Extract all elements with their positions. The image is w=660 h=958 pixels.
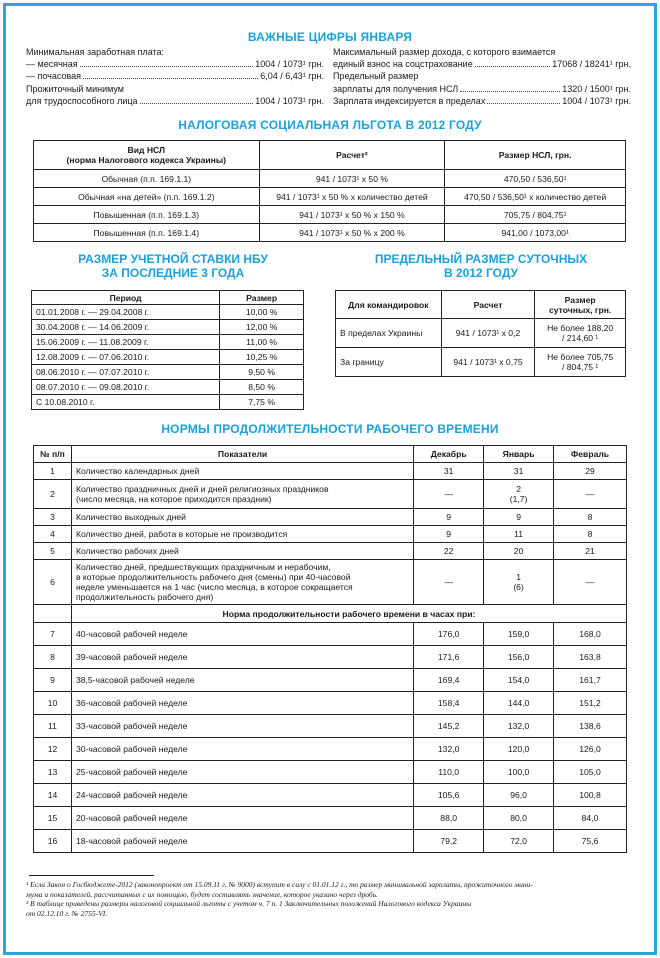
table-row — [34, 807, 627, 830]
norms-cell: 40-часовой рабочей неделе — [71, 623, 413, 646]
figure-row — [333, 84, 631, 95]
norms-cell: 22 — [414, 543, 484, 560]
norms-cell: 145,2 — [414, 715, 484, 738]
norms-cell: 38,5-часовой рабочей неделе — [71, 669, 413, 692]
figure-label: Предельный размер — [333, 71, 419, 81]
nsl-cell: 941 / 1073¹ x 50 % — [259, 170, 445, 188]
norms-cell: Количество рабочих дней — [71, 543, 413, 560]
figure-label: Прожиточный минимум — [26, 84, 124, 94]
norms-cell: 72,0 — [484, 830, 554, 853]
figure-value: 1004 / 1073¹ грн. — [562, 96, 631, 106]
nsl-cell: 705,75 / 804,75¹ — [445, 206, 626, 224]
table-row — [34, 463, 627, 480]
norms-cell: 88,0 — [414, 807, 484, 830]
norms-cell: 100,0 — [484, 761, 554, 784]
norms-cell: 84,0 — [554, 807, 627, 830]
table-row — [34, 738, 627, 761]
footnote-line: ¹ Если Закон о Госбюджете-2012 (законопроект от 15.09.11 г. № 9000) вступит в силу с 01.01.12 г., то размер минимальной зарплаты, прожиточного мини- — [26, 880, 533, 889]
norms-cell: 33-часовой рабочей неделе — [71, 715, 413, 738]
norms-cell: 79,2 — [414, 830, 484, 853]
table-row: В пределах Украины 941 / 1073¹ x 0,2 Не более 188,20 / 214,60 ¹ — [336, 319, 626, 348]
figure-label: Зарплата индексируется в пределах — [333, 96, 486, 106]
norms-cell: 24-часовой рабочей неделе — [71, 784, 413, 807]
nsl-header-calc: Расчет² — [259, 141, 445, 170]
norms-cell: Количество календарных дней — [71, 463, 413, 480]
norms-cell: 169,4 — [414, 669, 484, 692]
norms-cell: 31 — [484, 463, 554, 480]
norms-cell: 154,0 — [484, 669, 554, 692]
table-row — [34, 480, 627, 509]
nsl-cell: Повышенная (п.п. 169.1.4) — [34, 224, 260, 242]
nsl-cell: 470,50 / 536,50¹ x количество детей — [445, 188, 626, 206]
table-row — [34, 669, 627, 692]
figure-row — [26, 96, 324, 107]
norms-cell: 16 — [34, 830, 72, 853]
table-row — [34, 543, 627, 560]
norms-cell: 29 — [554, 463, 627, 480]
nsl-cell: Повышенная (п.п. 169.1.3) — [34, 206, 260, 224]
figure-row — [333, 96, 631, 107]
norms-cell: 12 — [34, 738, 72, 761]
norms-cell: 2 — [34, 480, 72, 509]
table-row — [34, 170, 626, 188]
daily-header-trip: Для командировок — [336, 291, 442, 319]
norms-header: Показатели — [71, 446, 413, 463]
figure-label: — почасовая — [26, 71, 82, 81]
norms-cell: 11 — [484, 526, 554, 543]
table-row: За границу 941 / 1073¹ x 0,75 Не более 705,75 / 804,75 ¹ — [336, 348, 626, 377]
norms-cell: 100,8 — [554, 784, 627, 807]
nsl-header-size: Размер НСЛ, грн. — [445, 141, 626, 170]
nsl-cell: 941 / 1073¹ x 50 % x 200 % — [259, 224, 445, 242]
nsl-cell: Обычная (п.п. 169.1.1) — [34, 170, 260, 188]
table-row — [34, 692, 627, 715]
figure-label: Максимальный размер дохода, с которого взимается — [333, 47, 556, 57]
norms-cell: 132,0 — [414, 738, 484, 761]
table-row: 08.06.2010 г. — 07.07.2010 г. 9,50 % — [32, 365, 304, 380]
norms-cell: — — [554, 560, 627, 605]
footnote-line: мума и показателей, рассчитанных с их помощью, будет составлять значение, которое указано через дробь. — [26, 889, 378, 899]
table-row — [34, 830, 627, 853]
nsl-cell: Обычная «на детей» (п.п. 169.1.2) — [34, 188, 260, 206]
norms-cell: 110,0 — [414, 761, 484, 784]
norms-cell: 2 (1,7) — [484, 480, 554, 509]
nbu-header-period: Период — [32, 291, 220, 305]
nsl-cell: 941 / 1073¹ x 50 % x количество детей — [259, 188, 445, 206]
norms-cell: 8 — [554, 509, 627, 526]
norms-cell: 18-часовой рабочей неделе — [71, 830, 413, 853]
table-row: 30.04.2008 г. — 14.06.2009 г. 12,00 % — [32, 320, 304, 335]
norms-cell: 176,0 — [414, 623, 484, 646]
norms-cell: Количество дней, работа в которые не производится — [71, 526, 413, 543]
table-row: 12.08.2009 г. — 07.06.2010 г. 10,25 % — [32, 350, 304, 365]
table-row: 01.01.2008 г. — 29.04.2008 г. 10,00 % — [32, 305, 304, 320]
table-row: 15.06.2009 г. — 11.08.2009 г. 11,00 % — [32, 335, 304, 350]
norms-cell: 39-часовой рабочей неделе — [71, 646, 413, 669]
norms-cell: 5 — [34, 543, 72, 560]
norms-cell: 168,0 — [554, 623, 627, 646]
norms-cell: 20 — [484, 543, 554, 560]
daily-title: ПРЕДЕЛЬНЫЙ РАЗМЕР СУТОЧНЫХ В 2012 ГОДУ — [374, 252, 588, 280]
footnote-line: ² В таблице приведены размеры налоговой социальной льготы с учетом ч. 7 п. 1 Заключительных положений Налогового кодекса Украины — [26, 899, 472, 908]
norms-cell: 9 — [414, 509, 484, 526]
norms-cell: Количество выходных дней — [71, 509, 413, 526]
norms-header: Декабрь — [414, 446, 484, 463]
daily-header-calc: Расчет — [441, 291, 535, 319]
norms-cell: 171,6 — [414, 646, 484, 669]
norms-cell: 13 — [34, 761, 72, 784]
norms-cell: 3 — [34, 509, 72, 526]
norms-cell: 159,0 — [484, 623, 554, 646]
norms-cell: 105,6 — [414, 784, 484, 807]
norms-header: № п/п — [34, 446, 72, 463]
table-row — [34, 509, 627, 526]
table-row — [34, 784, 627, 807]
table-row — [34, 715, 627, 738]
important-figures-title: ВАЖНЫЕ ЦИФРЫ ЯНВАРЯ — [247, 30, 413, 44]
table-row — [34, 224, 626, 242]
norms-cell: 30-часовой рабочей неделе — [71, 738, 413, 761]
norms-cell: 158,4 — [414, 692, 484, 715]
norms-cell: Количество дней, предшествующих праздничным и нерабочим, в которые продолжительность рабочего дня (смены) при 40-часовой неделе уменьшается на 1 час (число месяца, в которое сокращается продолжительность рабочего дня) — [71, 560, 413, 605]
nbu-header-rate: Размер — [220, 291, 304, 305]
figure-label: единый взнос на соцстрахование — [333, 59, 473, 69]
norms-cell: 4 — [34, 526, 72, 543]
norms-header: Февраль — [554, 446, 627, 463]
norms-cell: 20-часовой рабочей неделе — [71, 807, 413, 830]
norms-cell: 6 — [34, 560, 72, 605]
norms-table — [33, 445, 627, 853]
norms-cell: 8 — [554, 526, 627, 543]
daily-table — [335, 290, 626, 377]
nsl-cell: 941,00 / 1073,00¹ — [445, 224, 626, 242]
norms-cell: 8 — [34, 646, 72, 669]
norms-cell: 156,0 — [484, 646, 554, 669]
footnote-line: от 02.12.10 г. № 2755-VI. — [26, 908, 108, 918]
norms-cell: — — [414, 560, 484, 605]
norms-cell: 36-часовой рабочей неделе — [71, 692, 413, 715]
figure-label: — месячная — [26, 59, 78, 69]
norms-cell: 120,0 — [484, 738, 554, 761]
table-row: 08.07.2010 г. — 09.08.2010 г. 8,50 % — [32, 380, 304, 395]
table-row — [34, 526, 627, 543]
figure-value: 1004 / 1073¹ грн. — [255, 59, 324, 69]
norms-cell: 96,0 — [484, 784, 554, 807]
nbu-title: РАЗМЕР УЧЕТНОЙ СТАВКИ НБУ ЗА ПОСЛЕДНИЕ 3 ГОДА — [78, 252, 268, 280]
norms-header: Январь — [484, 446, 554, 463]
norms-cell: 138,6 — [554, 715, 627, 738]
figure-row — [26, 71, 324, 82]
norms-cell: 7 — [34, 623, 72, 646]
norms-cell: 10 — [34, 692, 72, 715]
norms-cell: 144,0 — [484, 692, 554, 715]
nsl-title: НАЛОГОВАЯ СОЦИАЛЬНАЯ ЛЬГОТА В 2012 ГОДУ — [178, 118, 482, 132]
norms-cell: Количество праздничных дней и дней религиозных праздников (число месяца, на которое приходится праздник) — [71, 480, 413, 509]
norms-cell: — — [554, 480, 627, 509]
norms-cell: 161,7 — [554, 669, 627, 692]
norms-cell: 163,8 — [554, 646, 627, 669]
norms-cell: 75,6 — [554, 830, 627, 853]
figure-value: 1004 / 1073¹ грн. — [255, 96, 324, 106]
norms-cell: 151,2 — [554, 692, 627, 715]
norms-cell: 80,0 — [484, 807, 554, 830]
table-row — [34, 188, 626, 206]
figure-value: 6,04 / 6,43¹ грн. — [260, 71, 324, 81]
figure-row — [26, 59, 324, 70]
figure-label: для трудоспособного лица — [26, 96, 138, 106]
norms-cell: 105,0 — [554, 761, 627, 784]
norms-cell: 15 — [34, 807, 72, 830]
table-row — [34, 560, 627, 605]
table-row — [34, 761, 627, 784]
table-row — [34, 206, 626, 224]
norms-cell: 1 — [34, 463, 72, 480]
figure-row — [333, 59, 631, 70]
norms-cell: 9 — [414, 526, 484, 543]
nsl-header-type: Вид НСЛ (норма Налогового кодекса Украины) — [34, 141, 260, 170]
table-row — [34, 623, 627, 646]
norms-title: НОРМЫ ПРОДОЛЖИТЕЛЬНОСТИ РАБОЧЕГО ВРЕМЕНИ — [161, 422, 499, 436]
norms-cell: 9 — [484, 509, 554, 526]
norms-cell: 1 (6) — [484, 560, 554, 605]
figure-label: Минимальная заработная плата: — [26, 47, 165, 57]
nsl-table — [33, 140, 626, 242]
norms-cell: 31 — [414, 463, 484, 480]
norms-cell: 9 — [34, 669, 72, 692]
norms-cell: 132,0 — [484, 715, 554, 738]
figure-value: 17068 / 18241¹ грн. — [552, 59, 631, 69]
table-row: С 10.08.2010 г. 7,75 % — [32, 395, 304, 410]
norms-cell: 126,0 — [554, 738, 627, 761]
nsl-cell: 470,50 / 536,50¹ — [445, 170, 626, 188]
norms-cell: 11 — [34, 715, 72, 738]
table-row — [34, 646, 627, 669]
footnotes — [26, 880, 626, 918]
norms-subheader: Норма продолжительности рабочего времени в часах при: — [71, 605, 626, 623]
nsl-cell: 941 / 1073¹ x 50 % x 150 % — [259, 206, 445, 224]
daily-header-size: Размер суточных, грн. — [535, 291, 626, 319]
norms-cell: — — [414, 480, 484, 509]
figure-label: зарплаты для получения НСЛ — [333, 84, 459, 94]
nbu-table — [31, 290, 304, 410]
norms-cell: 14 — [34, 784, 72, 807]
norms-cell: 21 — [554, 543, 627, 560]
figure-value: 1320 / 1500¹ грн. — [562, 84, 631, 94]
norms-cell: 25-часовой рабочей неделе — [71, 761, 413, 784]
